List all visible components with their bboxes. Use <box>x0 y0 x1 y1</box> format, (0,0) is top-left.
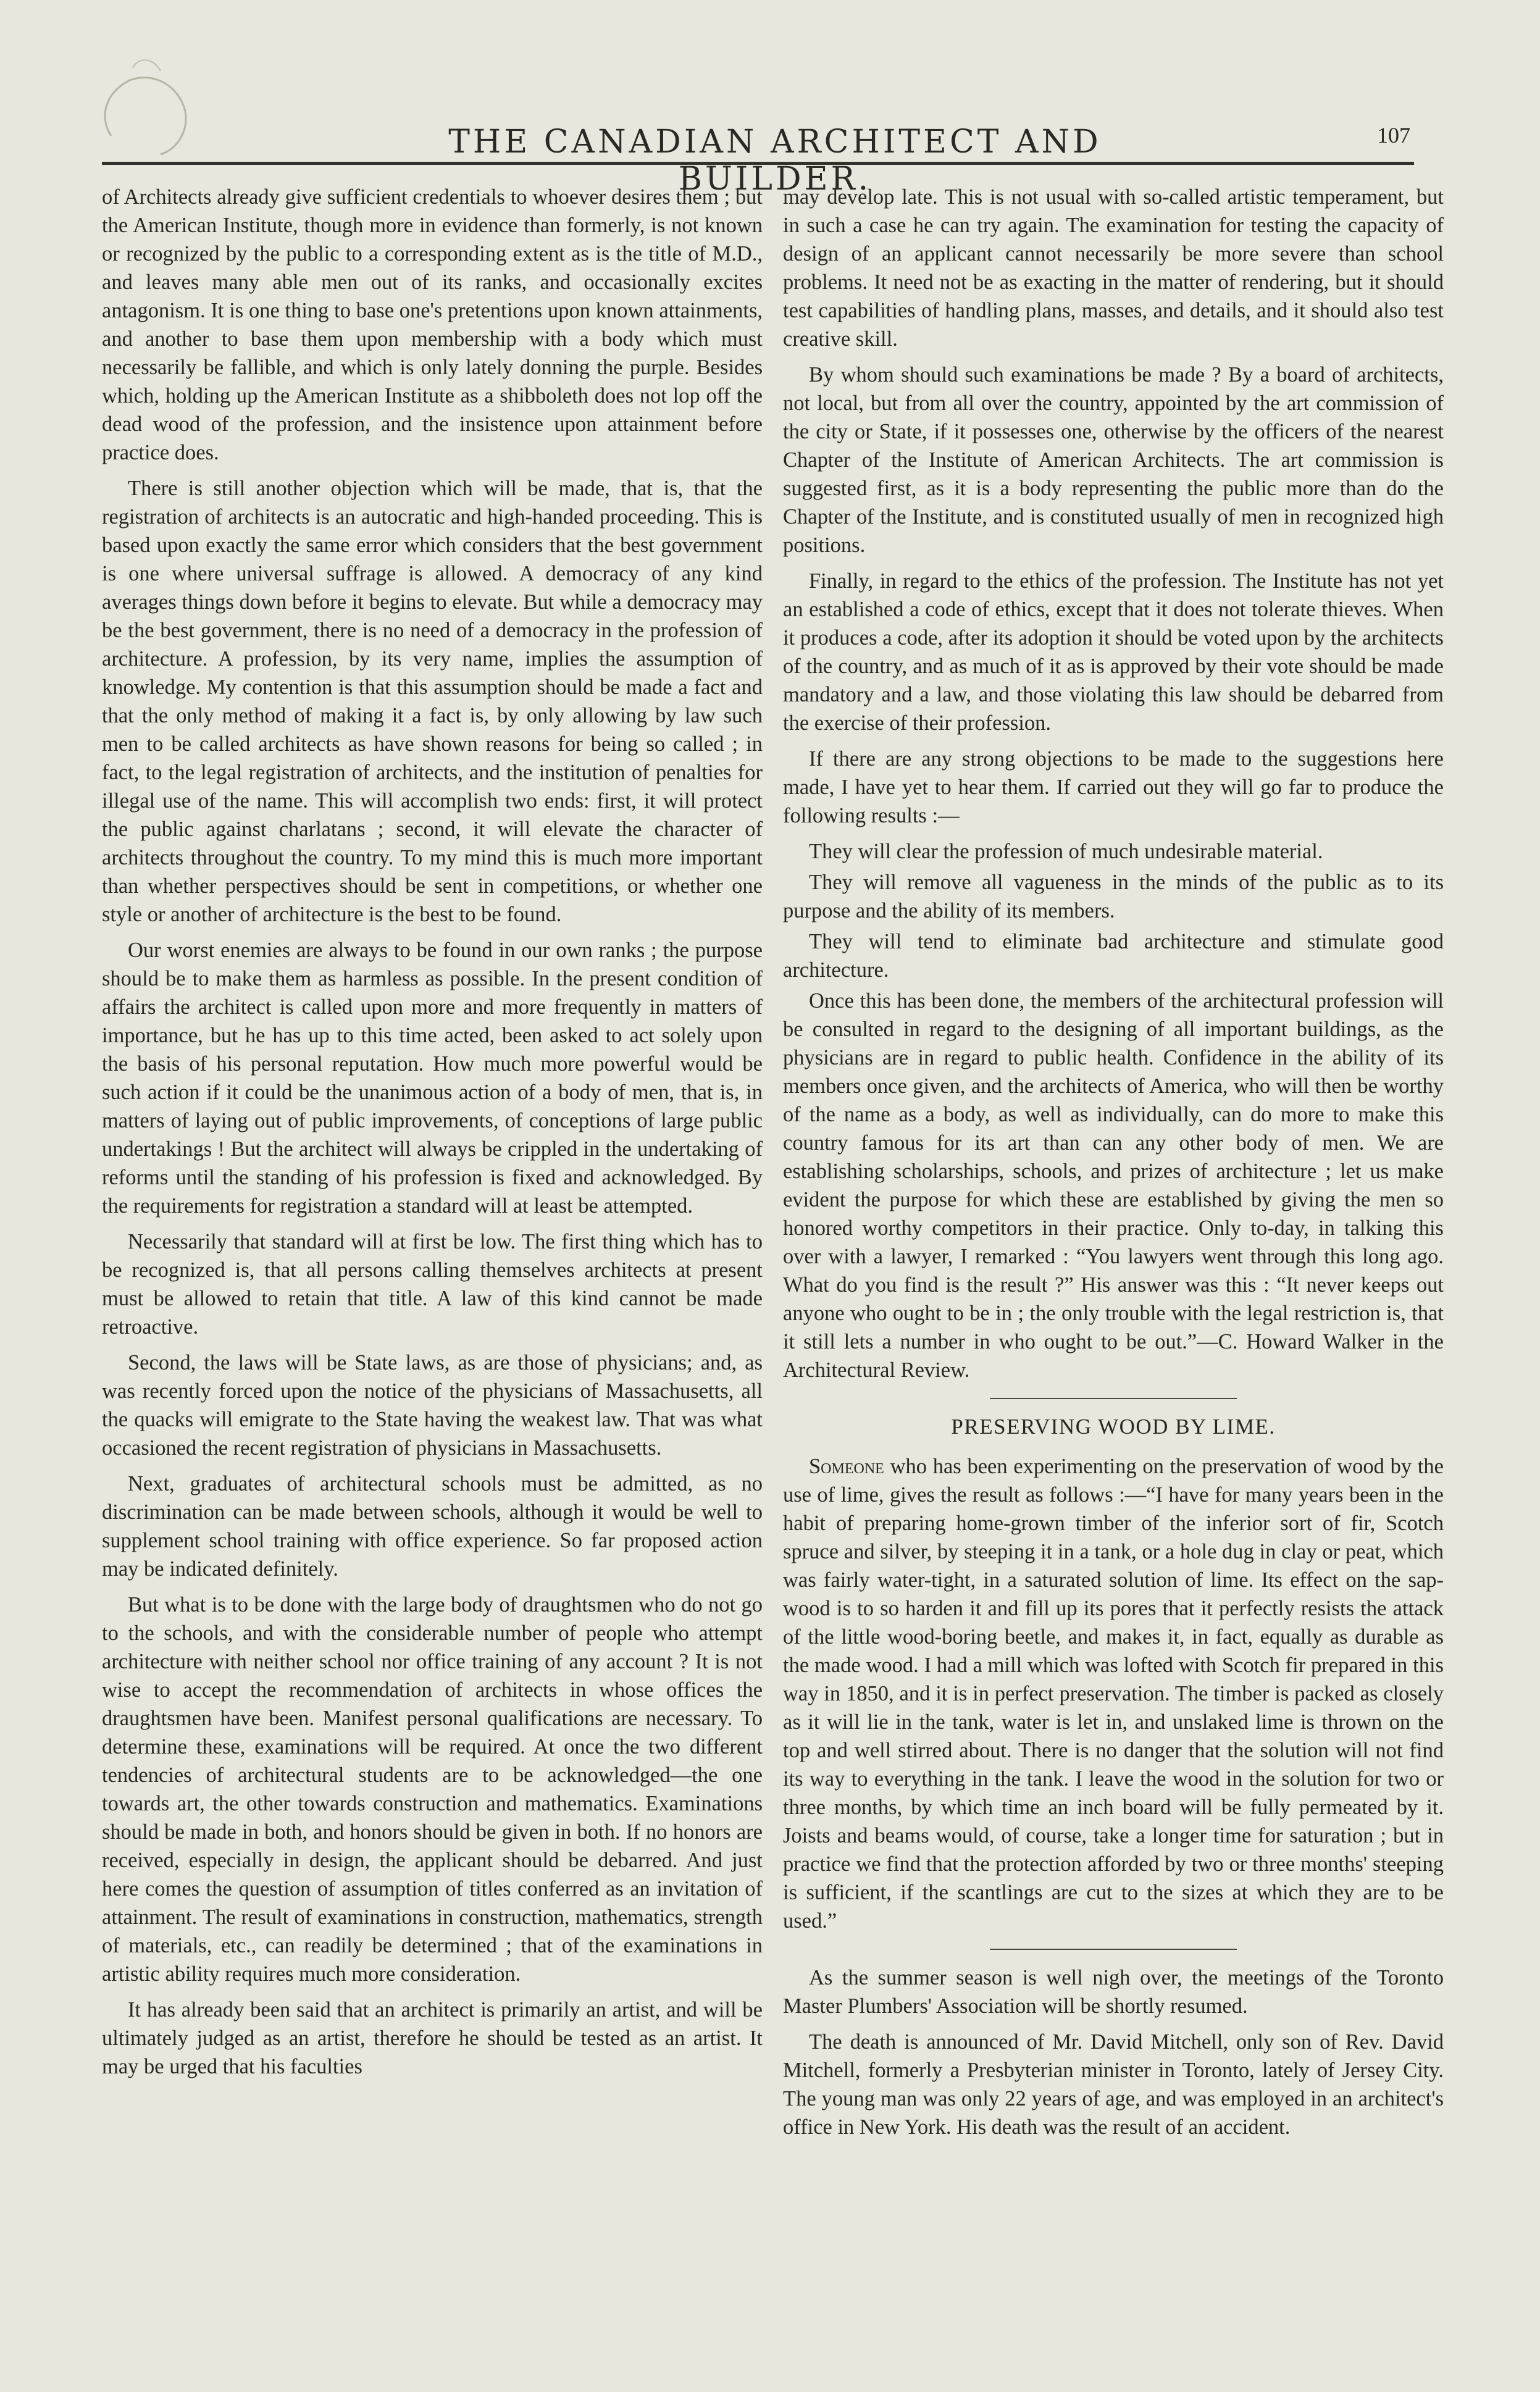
paragraph: Second, the laws will be State laws, as are those of physicians; and, as was recently forced upon the notice of the physicians of Massachusetts, all the quacks will emigrate to the State having the weakest law. That was what occasioned the recent registration of physicians in Massachusetts. <box>102 1351 763 1460</box>
right-column <box>783 183 1444 2149</box>
lead-word: Someone <box>809 1455 884 1478</box>
header-rule <box>102 162 1414 165</box>
plumbers-note: As the summer season is well nigh over, the meetings of the Toronto Master Plumbers' Association will be shortly resumed. <box>783 1966 1444 2018</box>
result-item: They will clear the profession of much undesirable material. <box>809 840 1323 863</box>
paragraph: By whom should such examinations be made ? By a board of architects, not local, but from all over the country, appointed by the art commission of the city or State, if it possesses one, otherwise by the officers of the nearest Chapter of the Institute of American Architects. The art commission is suggested first, as it is a body representing the public more than do the Chapter of the Institute, and is constituted usually of men in recognized high positions. <box>783 363 1444 557</box>
paragraph: Next, graduates of architectural schools must be admitted, as no discrimination can be made between schools, although it would be well to supplement school training with office experience. So far proposed action may be indicated definitely. <box>102 1472 763 1581</box>
result-item: They will tend to eliminate bad architecture and stimulate good architecture. <box>783 930 1444 982</box>
paragraph: If there are any strong objections to be made to the suggestions here made, I have yet to hear them. If carried out they will go far to produce the following results :— <box>783 747 1444 827</box>
lime-article-paragraph <box>783 1452 1444 1935</box>
obituary-note: The death is announced of Mr. David Mitchell, only son of Rev. David Mitchell, formerly a Presbyterian minister in Toronto, lately of Jersey City. The young man was only 22 years of age, and was employed in an architect's office in New York. His death was the result of an accident. <box>783 2030 1444 2139</box>
paragraph: may develop late. This is not usual with so-called artistic temperament, but in such a case he can try again. The examination for testing the capacity of design of an applicant cannot necessarily be more severe than school problems. It need not be as exacting in the matter of rendering, but it should test capabilities of handling plans, masses, and details, and it should also test creative skill. <box>783 185 1444 351</box>
section-divider <box>990 1949 1237 1950</box>
paragraph: It has already been said that an architect is primarily an artist, and will be ultimately judged as an artist, therefore he should be tested as an artist. It may be urged that his faculties <box>102 1998 763 2078</box>
lime-article-text: who has been experimenting on the preservation of wood by the use of lime, gives the result as follows :—“I have for many years been in the habit of preparing home-grown timber of the inferior sort of fir, Scotch spruce and silver, by steeping it in a tank, or a hole dug in clay or peat, which was fairly water-tight, in a saturated solution of lime. Its effect on the sap-wood is to so harden it and fill up its pores that it perfectly resists the attack of the little wood-boring beetle, and makes it, in fact, equally as durable as the made wood. I had a mill which was lofted with Scotch fir prepared in this way in 1850, and it is in perfect preservation. The timber is packed as closely as it will lie in the tank, water is let in, and unslaked lime is thrown on the top and well stirred about. There is no danger that the solution will not find its way to everything in the tank. I leave the wood in the solution for two or three months, by which time an inch board will be fully permeated by it. Joists and beams would, of course, take a longer time for saturation ; but in practice we find that the protection afforded by two or three months' steeping is sufficient, if the scantlings are cut to the sizes at which they are to be used.” <box>783 1455 1444 1933</box>
page-number: 107 <box>1377 123 1410 148</box>
running-title: THE CANADIAN ARCHITECT AND BUILDER. <box>448 123 1102 198</box>
paragraph: Necessarily that standard will at first be low. The first thing which has to be recognized is, that all persons calling themselves architects at present must be allowed to retain that title. A law of this kind cannot be made retroactive. <box>102 1230 763 1339</box>
library-stamp-mark <box>86 43 204 173</box>
paragraph: of Architects already give sufficient credentials to whoever desires them ; but the American Institute, though more in evidence than formerly, is not known or recognized by the public to a corresponding extent as is the title of M.D., and leaves many able men out of its ranks, and occasionally excites antagonism. It is one thing to base one's pretentions upon known attainments, and another to base them upon membership with a body which must necessarily be fallible, and which is only lately donning the purple. Besides which, holding up the American Institute as a shibboleth does not lop off the dead wood of the profession, and the insistence upon attainment before practice does. <box>102 185 763 464</box>
paragraph: But what is to be done with the large body of draughtsmen who do not go to the schools, and with the considerable number of people who attempt architecture with neither school nor office training of any account ? It is not wise to accept the recommendation of architects in whose offices the draughtsmen have been. Manifest personal qualifications are necessary. To determine these, examinations will be required. At once the two different tendencies of architectural students are to be acknowledged—the one towards art, the other towards construction and mathematics. Examinations should be made in both, and honors should be given in both. If no honors are received, especially in design, the applicant should be debarred. And just here comes the question of assumption of titles conferred as an invitation of attainment. The result of examinations in construction, mathematics, strength of materials, etc., can readily be determined ; that of the examinations in artistic ability requires much more consideration. <box>102 1593 763 1986</box>
paragraph: There is still another objection which will be made, that is, that the registration of architects is an autocratic and high-handed proceeding. This is based upon exactly the same error which considers that the best government is one where universal suffrage is allowed. A democracy of any kind averages things down before it begins to elevate. But while a democracy may be the best government, there is no need of a democracy in the profession of architecture. A profession, by its very name, implies the assumption of knowledge. My contention is that this assumption should be made a fact and that the only method of making it a fact is, by only allowing by law such men to be called architects as have shown reasons for being so called ; in fact, to the legal registration of architects, and the institution of penalties for illegal use of the name. This will accomplish two ends: first, it will protect the public against charlatans ; second, it will elevate the character of architects throughout the country. To my mind this is much more important than whether perspectives should be sent in competitions, or whether one style or another of architecture is the best to be found. <box>102 477 763 926</box>
paragraph: Once this has been done, the members of the architectural profession will be consulted in regard to the designing of all important buildings, as the physicians are in regard to public health. Confidence in the ability of its members once given, and the architects of America, who will then be worthy of the name as a body, as well as individually, can do more to make this country famous for its art than can any other body of men. We are establishing scholarships, schools, and prizes of architecture ; let us make evident the purpose for which these are established by giving the men so honored worthy competitors in their practice. Only to-day, in talking this over with a lawyer, I remarked : “You lawyers went through this long ago. What do you find is the result ?” His answer was this : “It never keeps out anyone who ought to be in ; the only trouble with the legal restriction is, that it still lets a number in who ought to be out.”—C. Howard Walker in the Architectural Review. <box>783 989 1444 1382</box>
section-divider <box>990 1398 1237 1399</box>
section-heading: PRESERVING WOOD BY LIME. <box>951 1415 1276 1439</box>
paragraph: Finally, in regard to the ethics of the profession. The Institute has not yet an established a code of ethics, except that it does not tolerate thieves. When it produces a code, after its adoption it should be voted upon by the architects of the country, and as much of it as is approved by their vote should be made mandatory and a law, and those violating this law should be debarred from the exercise of their profession. <box>783 569 1444 735</box>
left-column <box>102 183 763 2088</box>
paragraph: Our worst enemies are always to be found in our own ranks ; the purpose should be to make them as harmless as possible. In the present condition of affairs the architect is called upon more and more frequently in matters of importance, but he has up to this time acted, been asked to act solely upon the basis of his personal reputation. How much more powerful would be such action if it could be the unanimous action of a body of men, that is, in matters of laying out of public improvements, of conceptions of large public undertakings ! But the architect will always be crippled in the undertaking of reforms until the standing of his profession is fixed and acknowledged. By the requirements for registration a standard will at least be attempted. <box>102 939 763 1218</box>
result-item: They will remove all vagueness in the minds of the public as to its purpose and the ability of its members. <box>783 871 1444 922</box>
